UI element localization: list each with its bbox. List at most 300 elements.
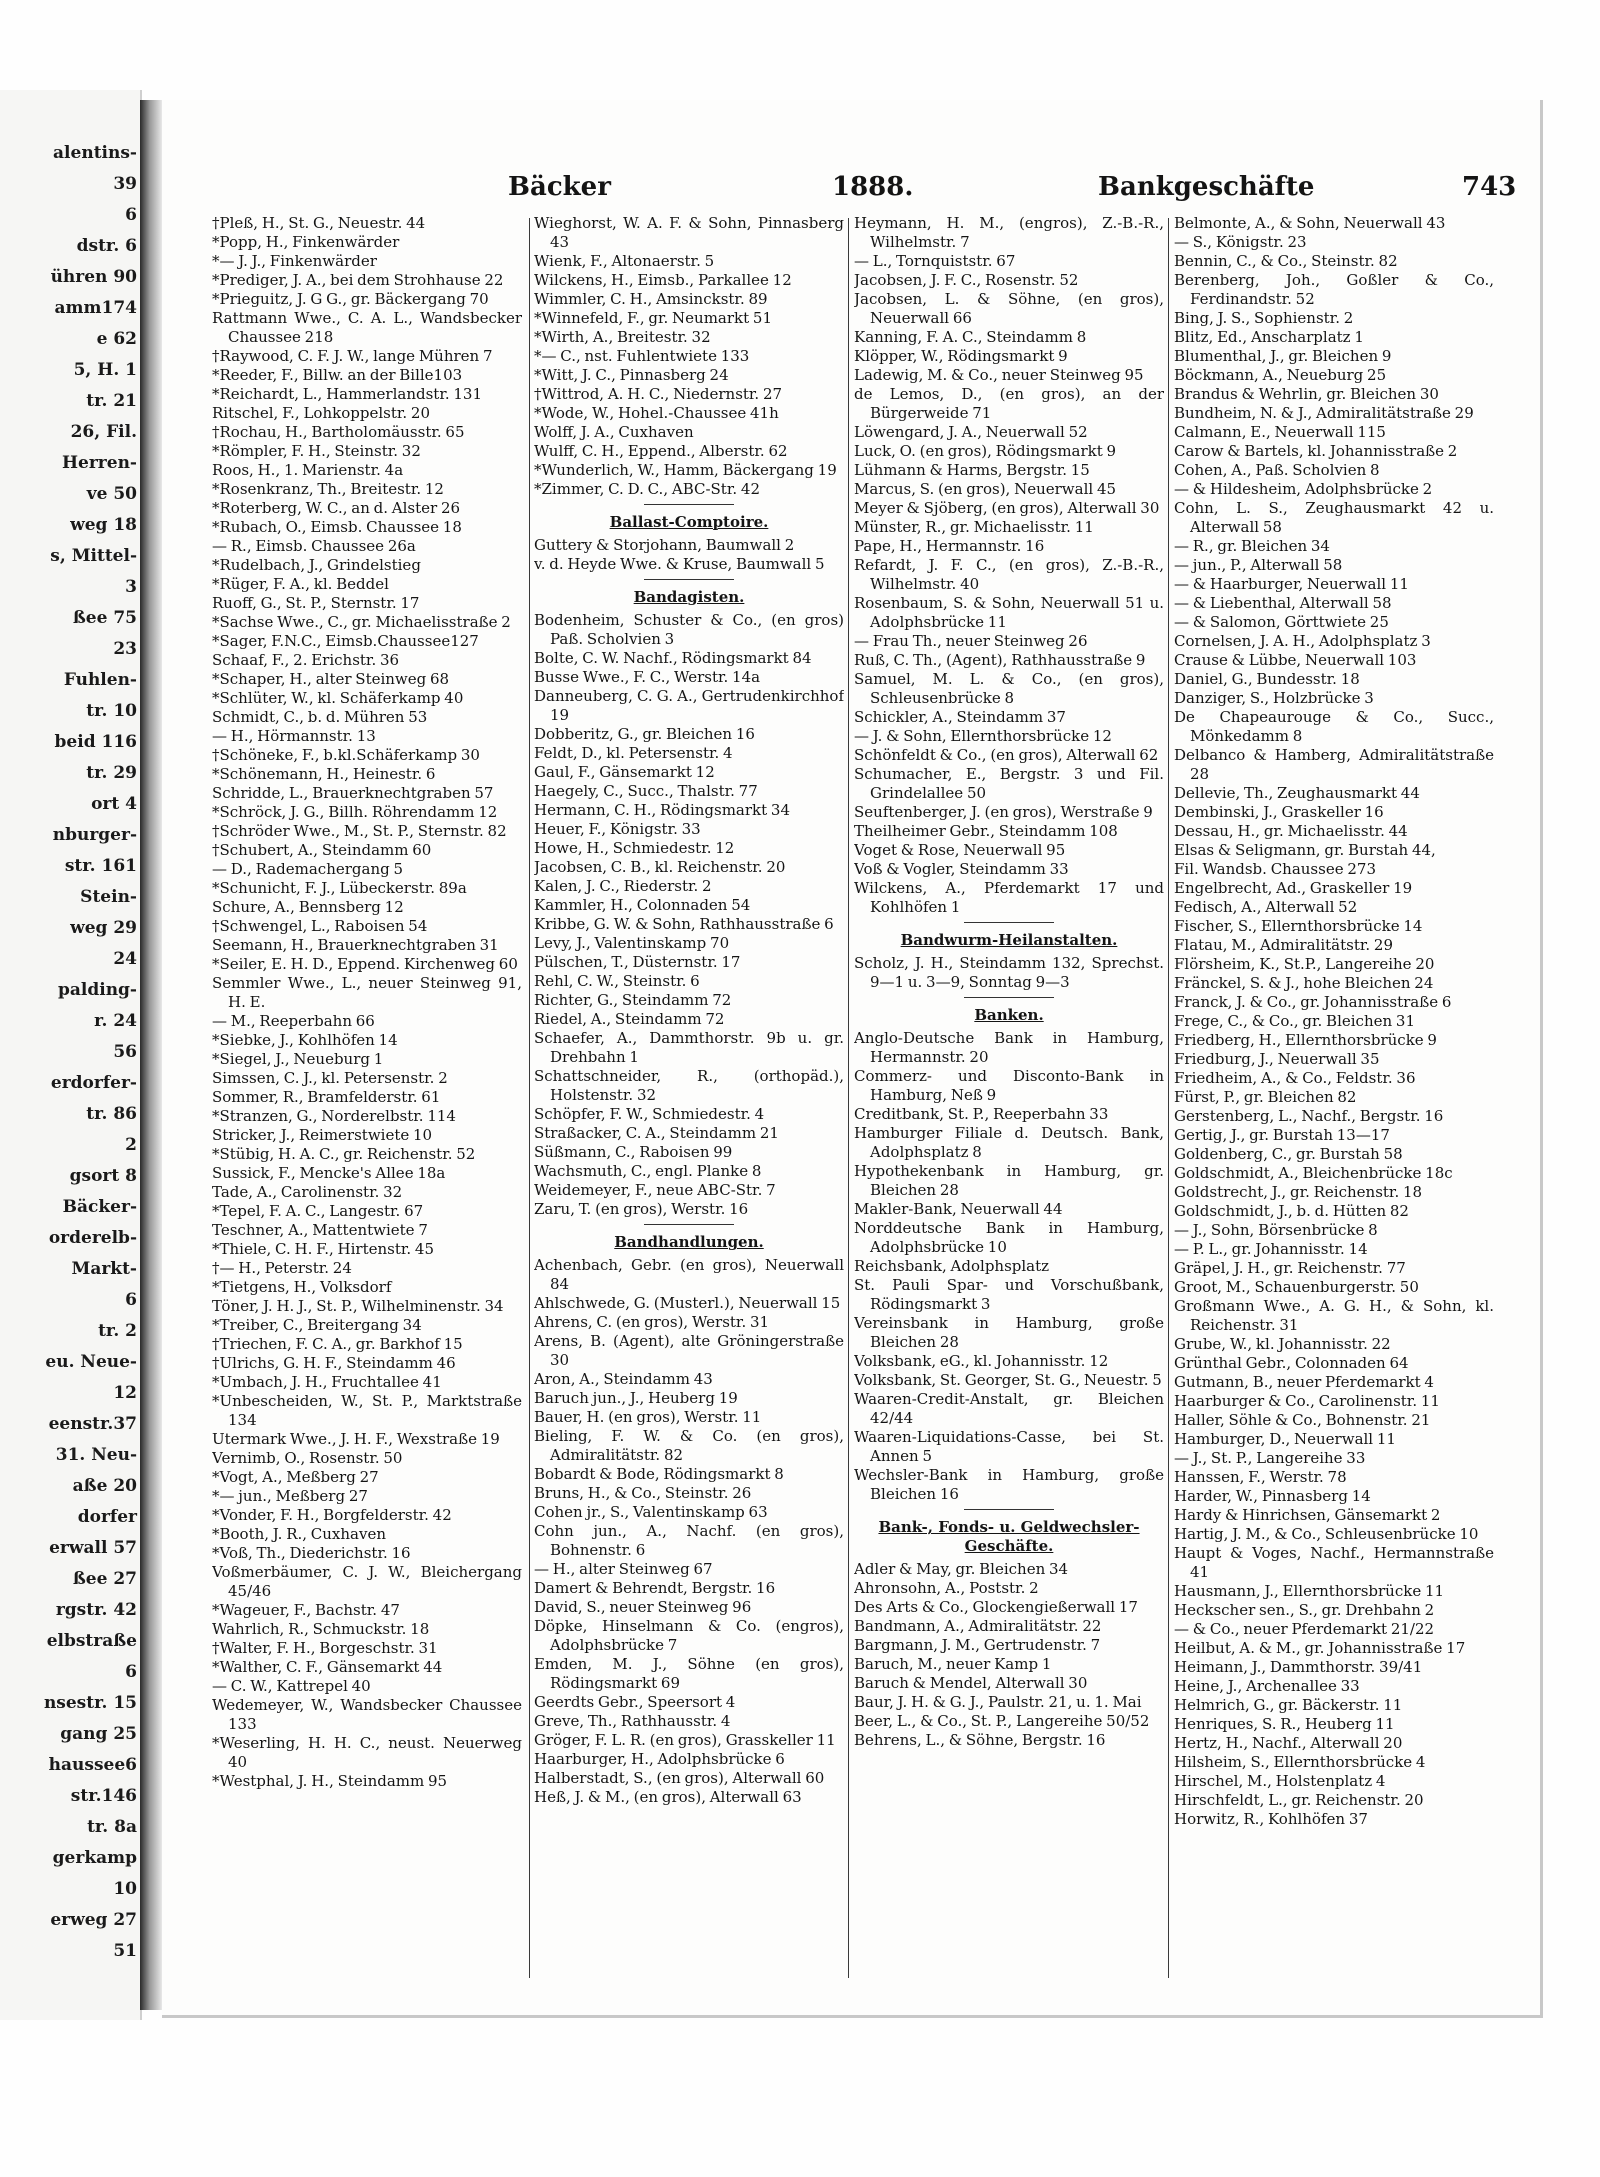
left-page-fragment: ühren 90	[50, 267, 137, 287]
directory-entry: Busse Wwe., F. C., Werstr. 14a	[534, 668, 761, 686]
directory-entry: Jacobsen, L. & Söhne, (en gros), Neuerwall 66	[854, 290, 1164, 327]
directory-entry: Cohen, A., Paß. Scholvien 8	[1174, 461, 1380, 479]
directory-entry: Carow & Bartels, kl. Johannisstraße 2	[1174, 442, 1458, 460]
directory-entry: Münster, R., gr. Michaelisstr. 11	[854, 518, 1094, 536]
directory-entry: Voßmerbäumer, C. J. W., Bleichergang 45/46	[212, 1563, 522, 1600]
directory-entry: — J., Sohn, Börsenbrücke 8	[1174, 1221, 1378, 1239]
left-page-fragment: r. 24	[94, 1011, 137, 1031]
directory-entry: Süßmann, C., Raboisen 99	[534, 1143, 733, 1161]
directory-entry: Calmann, E., Neuerwall 115	[1174, 423, 1386, 441]
directory-entry: *Rüger, F. A., kl. Beddel	[212, 575, 389, 593]
left-page-fragment: tr. 8a	[87, 1817, 137, 1837]
directory-entry: Seuftenberger, J. (en gros), Werstraße 9	[854, 803, 1153, 821]
directory-entry: *Prieguitz, J. G G., gr. Bäckergang 70	[212, 290, 489, 308]
directory-entry: Aron, A., Steindamm 43	[534, 1370, 713, 1388]
directory-entry: Halberstadt, S., (en gros), Alterwall 60	[534, 1769, 825, 1787]
directory-entry: Franck, J. & Co., gr. Johannisstraße 6	[1174, 993, 1452, 1011]
left-page-fragment: beid 116	[54, 732, 137, 752]
directory-entry: David, S., neuer Steinweg 96	[534, 1598, 752, 1616]
directory-entry: Hirschfeldt, L., gr. Reichenstr. 20	[1174, 1791, 1424, 1809]
left-page-fragment: ßee 75	[72, 608, 137, 628]
directory-entry: Goldschmidt, J., b. d. Hütten 82	[1174, 1202, 1409, 1220]
directory-entry: Hirschel, M., Holstenplatz 4	[1174, 1772, 1386, 1790]
directory-entry: — jun., P., Alterwall 58	[1174, 556, 1343, 574]
directory-entry: Wedemeyer, W., Wandsbecker Chaussee 133	[212, 1696, 522, 1733]
directory-entry: Hanssen, F., Werstr. 78	[1174, 1468, 1347, 1486]
directory-entry: Rattmann Wwe., C. A. L., Wandsbecker Chaussee 218	[212, 309, 522, 346]
left-page-fragment: Fuhlen-	[63, 670, 137, 690]
left-page-fragment: eu. Neue-	[45, 1352, 137, 1372]
directory-entry: Danziger, S., Holzbrücke 3	[1174, 689, 1374, 707]
section-heading: Bandhandlungen.	[614, 1233, 764, 1251]
book-spine	[140, 100, 162, 2010]
left-page-fragment: 6	[125, 1662, 137, 1682]
directory-entry: *Vogt, A., Meßberg 27	[212, 1468, 379, 1486]
directory-entry: Wolff, J. A., Cuxhaven	[534, 423, 694, 441]
directory-entry: Horwitz, R., Kohlhöfen 37	[1174, 1810, 1368, 1828]
directory-entry: *Stübig, H. A. C., gr. Reichenstr. 52	[212, 1145, 476, 1163]
directory-entry: *Wode, W., Hohel.-Chaussee 41h	[534, 404, 779, 422]
directory-entry: Gerstenberg, L., Nachf., Bergstr. 16	[1174, 1107, 1444, 1125]
directory-entry: *Römpler, F. H., Steinstr. 32	[212, 442, 421, 460]
directory-entry: *Reeder, F., Billw. an der Bille103	[212, 366, 463, 384]
directory-entry: Riedel, A., Steindamm 72	[534, 1010, 725, 1028]
directory-entry: Luck, O. (en gros), Rödingsmarkt 9	[854, 442, 1117, 460]
left-page-fragment: 51	[113, 1941, 137, 1961]
directory-entry: *Popp, H., Finkenwärder	[212, 233, 400, 251]
directory-entry: Klöpper, W., Rödingsmarkt 9	[854, 347, 1068, 365]
directory-entry: Hertz, H., Nachf., Alterwall 20	[1174, 1734, 1403, 1752]
directory-entry: — H., alter Steinweg 67	[534, 1560, 713, 1578]
left-page-fragment: ve 50	[86, 484, 137, 504]
directory-entry: Semmler Wwe., L., neuer Steinweg 91, H. E.	[212, 974, 522, 1011]
directory-entry: Schridde, L., Brauerknechtgraben 57	[212, 784, 494, 802]
directory-entry: Bargmann, J. M., Gertrudenstr. 7	[854, 1636, 1101, 1654]
directory-entry: Roos, H., 1. Marienstr. 4a	[212, 461, 404, 479]
directory-entry: Waaren-Liquidations-Casse, bei St. Annen 5	[854, 1428, 1164, 1465]
section-heading: Banken.	[974, 1006, 1044, 1024]
directory-entry: Utermark Wwe., J. H. F., Wexstraße 19	[212, 1430, 500, 1448]
directory-entry: Bobardt & Bode, Rödingsmarkt 8	[534, 1465, 784, 1483]
left-page-fragment: 26, Fil.	[70, 422, 137, 442]
directory-entry: Fil. Wandsb. Chaussee 273	[1174, 860, 1376, 878]
directory-entry: *— C., nst. Fuhlentwiete 133	[534, 347, 750, 365]
directory-entry: Waaren-Credit-Anstalt, gr. Bleichen 42/44	[854, 1390, 1164, 1427]
directory-entry: *Thiele, C. H. F., Hirtenstr. 45	[212, 1240, 435, 1258]
left-page-fragment: nsestr. 15	[43, 1693, 137, 1713]
directory-entry: Hardy & Hinrichsen, Gänsemarkt 2	[1174, 1506, 1441, 1524]
directory-entry: Sommer, R., Bramfelderstr. 61	[212, 1088, 441, 1106]
directory-entry: Wahrlich, R., Schmuckstr. 18	[212, 1620, 430, 1638]
directory-entry: Hermann, C. H., Rödingsmarkt 34	[534, 801, 791, 819]
directory-entry: Rehl, C. W., Steinstr. 6	[534, 972, 700, 990]
directory-entry: Delbanco & Hamberg, Admiralitätstraße 28	[1174, 746, 1494, 783]
directory-entry: *Roterberg, W. C., an d. Alster 26	[212, 499, 461, 517]
directory-entry: Anglo-Deutsche Bank in Hamburg, Hermannstr. 20	[854, 1029, 1164, 1066]
directory-entry: — M., Reeperbahn 66	[212, 1012, 375, 1030]
directory-entry: Weidemeyer, F., neue ABC-Str. 7	[534, 1181, 776, 1199]
directory-entry: †Schröder Wwe., M., St. P., Sternstr. 82	[212, 822, 507, 840]
directory-entry: *Rosenkranz, Th., Breitestr. 12	[212, 480, 444, 498]
left-page-fragment: weg 29	[70, 918, 137, 938]
directory-entry: †Pleß, H., St. G., Neuestr. 44	[212, 214, 426, 232]
left-page-fragment: amm174	[54, 298, 137, 318]
directory-entry: Hamburger, D., Neuerwall 11	[1174, 1430, 1396, 1448]
directory-entry: Arens, B. (Agent), alte Gröningerstraße 30	[534, 1332, 844, 1369]
directory-entry: Daniel, G., Bundesstr. 18	[1174, 670, 1360, 688]
directory-entry: Dellevie, Th., Zeughausmarkt 44	[1174, 784, 1420, 802]
directory-entry: Meyer & Sjöberg, (en gros), Alterwall 30	[854, 499, 1160, 517]
directory-entry: Blitz, Ed., Anscharplatz 1	[1174, 328, 1364, 346]
left-page-fragment: Stein-	[80, 887, 137, 907]
left-page-fragment: 10	[113, 1879, 137, 1899]
left-page-fragment: str.146	[70, 1786, 137, 1806]
section-heading: Ballast-Comptoire.	[609, 513, 769, 531]
directory-entry: Greve, Th., Rathhausstr. 4	[534, 1712, 731, 1730]
left-page-fragment: 3	[125, 577, 137, 597]
directory-entry: Samuel, M. L. & Co., (en gros), Schleusenbrücke 8	[854, 670, 1164, 707]
left-page-fragment: Markt-	[71, 1259, 137, 1279]
directory-entry: Vernimb, O., Rosenstr. 50	[212, 1449, 403, 1467]
left-page-fragment: 56	[113, 1042, 137, 1062]
directory-entry: Howe, H., Schmiedestr. 12	[534, 839, 735, 857]
directory-entry: Wimmler, C. H., Amsinckstr. 89	[534, 290, 768, 308]
directory-entry: — & Hildesheim, Adolphsbrücke 2	[1174, 480, 1433, 498]
directory-entry: *Vonder, F. H., Borgfelderstr. 42	[212, 1506, 452, 1524]
directory-entry: Goldenberg, C., gr. Burstah 58	[1174, 1145, 1403, 1163]
directory-entry: *Schunicht, F. J., Lübeckerstr. 89a	[212, 879, 467, 897]
directory-entry: Heß, J. & M., (en gros), Alterwall 63	[534, 1788, 802, 1806]
directory-entry: — C. W., Kattrepel 40	[212, 1677, 371, 1695]
header-year: 1888.	[832, 172, 914, 202]
directory-entry: Voget & Rose, Neuerwall 95	[854, 841, 1066, 859]
directory-entry: Cohn jun., A., Nachf. (en gros), Bohnenstr. 6	[534, 1522, 844, 1559]
directory-entry: Fischer, S., Ellernthorsbrücke 14	[1174, 917, 1423, 935]
directory-entry: Kalen, J. C., Riederstr. 2	[534, 877, 712, 895]
directory-entry: Ahlschwede, G. (Musterl.), Neuerwall 15	[534, 1294, 841, 1312]
directory-entry: *Seiler, E. H. D., Eppend. Kirchenweg 60	[212, 955, 518, 973]
section-divider	[644, 1224, 734, 1225]
directory-entry: Creditbank, St. P., Reeperbahn 33	[854, 1105, 1109, 1123]
directory-entry: — S., Königstr. 23	[1174, 233, 1307, 251]
directory-entry: Belmonte, A., & Sohn, Neuerwall 43	[1174, 214, 1446, 232]
directory-entry: †Ulrichs, G. H. F., Steindamm 46	[212, 1354, 456, 1372]
directory-entry: — P. L., gr. Johannisstr. 14	[1174, 1240, 1368, 1258]
directory-entry: *Winnefeld, F., gr. Neumarkt 51	[534, 309, 773, 327]
left-page-fragment: eenstr.37	[48, 1414, 137, 1434]
directory-entry: Grube, W., kl. Johannisstr. 22	[1174, 1335, 1391, 1353]
section-heading: Bank-, Fonds- u. Geldwechsler-Geschäfte.	[878, 1518, 1140, 1555]
directory-entry: *Sachse Wwe., C., gr. Michaelisstraße 2	[212, 613, 511, 631]
left-page-fragment: elbstraße	[46, 1631, 137, 1651]
directory-entry: Ruoff, G., St. P., Sternstr. 17	[212, 594, 420, 612]
directory-entry: Commerz- und Disconto-Bank in Hamburg, Neß 9	[854, 1067, 1164, 1104]
left-page-fragment: tr. 86	[86, 1104, 137, 1124]
directory-entry: Stricker, J., Reimerstwiete 10	[212, 1126, 433, 1144]
section-divider	[964, 1509, 1054, 1510]
left-page-fragment: erwall 57	[49, 1538, 137, 1558]
directory-entry: †Schubert, A., Steindamm 60	[212, 841, 432, 859]
directory-entry: Gutmann, B., neuer Pferdemarkt 4	[1174, 1373, 1434, 1391]
directory-entry: Reichsbank, Adolphsplatz	[854, 1257, 1050, 1275]
directory-entry: Henriques, S. R., Heuberg 11	[1174, 1715, 1395, 1733]
directory-entry: Damert & Behrendt, Bergstr. 16	[534, 1579, 776, 1597]
directory-entry: Geerdts Gebr., Speersort 4	[534, 1693, 736, 1711]
directory-entry: Heilbut, A. & M., gr. Johannisstraße 17	[1174, 1639, 1466, 1657]
directory-entry: Schumacher, E., Bergstr. 3 und Fil. Grindelallee 50	[854, 765, 1164, 802]
directory-entry: Goldstrecht, J., gr. Reichenstr. 18	[1174, 1183, 1423, 1201]
directory-entry: Heimann, J., Dammthorstr. 39/41	[1174, 1658, 1423, 1676]
directory-entry: *Sager, F.N.C., Eimsb.Chaussee127	[212, 632, 479, 650]
directory-column-1	[212, 214, 522, 1994]
directory-entry: — Frau Th., neuer Steinweg 26	[854, 632, 1088, 650]
directory-column-3	[854, 214, 1164, 1994]
directory-entry: †Rochau, H., Bartholomäusstr. 65	[212, 423, 465, 441]
directory-entry: — & Liebenthal, Alterwall 58	[1174, 594, 1392, 612]
directory-entry: †Schwengel, L., Raboisen 54	[212, 917, 428, 935]
directory-entry: Danneuberg, C. G. A., Gertrudenkirchhof 19	[534, 687, 844, 724]
directory-entry: — H., Hörmannstr. 13	[212, 727, 376, 745]
directory-entry: Schmidt, C., b. d. Mühren 53	[212, 708, 428, 726]
directory-entry: — & Salomon, Görttwiete 25	[1174, 613, 1389, 631]
directory-entry: *Walther, C. F., Gänsemarkt 44	[212, 1658, 443, 1676]
directory-entry: Wienk, F., Altonaerstr. 5	[534, 252, 715, 270]
directory-entry: Baruch & Mendel, Alterwall 30	[854, 1674, 1088, 1692]
directory-entry: Hypothekenbank in Hamburg, gr. Bleichen 28	[854, 1162, 1164, 1199]
left-page-fragment: 2	[125, 1135, 137, 1155]
directory-entry: *Booth, J. R., Cuxhaven	[212, 1525, 387, 1543]
directory-entry: Schaaf, F., 2. Erichstr. 36	[212, 651, 400, 669]
directory-entry: Seemann, H., Brauerknechtgraben 31	[212, 936, 499, 954]
directory-entry: Makler-Bank, Neuerwall 44	[854, 1200, 1063, 1218]
directory-entry: Rosenbaum, S. & Sohn, Neuerwall 51 u. Adolphsbrücke 11	[854, 594, 1164, 631]
directory-entry: *Weserling, H. H. C., neust. Neuerweg 40	[212, 1734, 522, 1771]
directory-entry: Schure, A., Bennsberg 12	[212, 898, 404, 916]
directory-entry: *Wunderlich, W., Hamm, Bäckergang 19	[534, 461, 837, 479]
directory-entry: Löwengard, J. A., Neuerwall 52	[854, 423, 1088, 441]
directory-entry: Cornelsen, J. A. H., Adolphsplatz 3	[1174, 632, 1431, 650]
directory-entry: †Raywood, C. F. J. W., lange Mühren 7	[212, 347, 493, 365]
left-page-fragment: gerkamp	[52, 1848, 137, 1868]
directory-entry: *Witt, J. C., Pinnasberg 24	[534, 366, 729, 384]
left-page-fragment: 6	[125, 1290, 137, 1310]
section-divider	[644, 579, 734, 580]
directory-entry: — L., Tornquiststr. 67	[854, 252, 1016, 270]
directory-entry: Bundheim, N. & J., Admiralitätstraße 29	[1174, 404, 1474, 422]
left-page-fragment: rgstr. 42	[55, 1600, 137, 1620]
section-divider	[644, 504, 734, 505]
directory-entry: Engelbrecht, Ad., Graskeller 19	[1174, 879, 1413, 897]
directory-entry: Jacobsen, J. F. C., Rosenstr. 52	[854, 271, 1079, 289]
left-page-fragment: tr. 21	[86, 391, 137, 411]
directory-column-4	[1174, 214, 1494, 1994]
left-page-fragment: 31. Neu-	[55, 1445, 137, 1465]
directory-entry: Heymann, H. M., (engros), Z.-B.-R., Wilhelmstr. 7	[854, 214, 1164, 251]
directory-entry: Döpke, Hinselmann & Co. (engros), Adolphsbrücke 7	[534, 1617, 844, 1654]
header-category-right: Bankgeschäfte	[1098, 172, 1315, 202]
directory-entry: Feldt, D., kl. Petersenstr. 4	[534, 744, 733, 762]
directory-entry: Sussick, F., Mencke's Allee 18a	[212, 1164, 446, 1182]
directory-entry: Flatau, M., Admiralitätstr. 29	[1174, 936, 1394, 954]
column-rule	[529, 218, 530, 1978]
directory-entry: *Tietgens, H., Volksdorf	[212, 1278, 392, 1296]
directory-entry: *Voß, Th., Diederichstr. 16	[212, 1544, 411, 1562]
directory-entry: *Umbach, J. H., Fruchtallee 41	[212, 1373, 442, 1391]
directory-entry: Schöpfer, F. W., Schmiedestr. 4	[534, 1105, 765, 1123]
directory-entry: Großmann Wwe., A. G. H., & Sohn, kl. Reichenstr. 31	[1174, 1297, 1494, 1334]
directory-entry: Haarburger & Co., Carolinenstr. 11	[1174, 1392, 1440, 1410]
directory-entry: — & Co., neuer Pferdemarkt 21/22	[1174, 1620, 1435, 1638]
directory-entry: Simssen, C. J., kl. Petersenstr. 2	[212, 1069, 448, 1087]
directory-entry: *Reichardt, L., Hammerlandstr. 131	[212, 385, 483, 403]
directory-entry: Töner, J. H. J., St. P., Wilhelminenstr. 34	[212, 1297, 504, 1315]
directory-entry: *Unbescheiden, W., St. P., Marktstraße 134	[212, 1392, 522, 1429]
directory-entry: — & Haarburger, Neuerwall 11	[1174, 575, 1409, 593]
column-rule	[1168, 218, 1169, 1978]
directory-entry: *Schlüter, W., kl. Schäferkamp 40	[212, 689, 464, 707]
directory-entry: — R., Eimsb. Chaussee 26a	[212, 537, 416, 555]
directory-entry: — D., Rademachergang 5	[212, 860, 404, 878]
directory-entry: Ladewig, M. & Co., neuer Steinweg 95	[854, 366, 1144, 384]
directory-page	[162, 100, 1543, 2018]
directory-entry: Behrens, L., & Söhne, Bergstr. 16	[854, 1731, 1106, 1749]
page-number: 743	[1462, 172, 1517, 202]
directory-entry: Schattschneider, R., (orthopäd.), Holstenstr. 32	[534, 1067, 844, 1104]
directory-entry: Dobberitz, G., gr. Bleichen 16	[534, 725, 755, 743]
directory-entry: Friedberg, H., Ellernthorsbrücke 9	[1174, 1031, 1437, 1049]
directory-entry: — R., gr. Bleichen 34	[1174, 537, 1330, 555]
directory-entry: Baur, J. H. & G. J., Paulstr. 21, u. 1. Mai	[854, 1693, 1142, 1711]
left-page-fragment: Herren-	[61, 453, 137, 473]
directory-entry: Haegely, C., Succ., Thalstr. 77	[534, 782, 758, 800]
directory-entry: Des Arts & Co., Glockengießerwall 17	[854, 1598, 1138, 1616]
directory-entry: Friedburg, J., Neuerwall 35	[1174, 1050, 1380, 1068]
directory-entry: Volksbank, eG., kl. Johannisstr. 12	[854, 1352, 1109, 1370]
directory-entry: Guttery & Storjohann, Baumwall 2	[534, 536, 795, 554]
directory-entry: Wulff, C. H., Eppend., Alberstr. 62	[534, 442, 788, 460]
directory-entry: Bieling, F. W. & Co. (en gros), Admiralitätstr. 82	[534, 1427, 844, 1464]
directory-entry: Achenbach, Gebr. (en gros), Neuerwall 84	[534, 1256, 844, 1293]
directory-entry: Schaefer, A., Dammthorstr. 9b u. gr. Drehbahn 1	[534, 1029, 844, 1066]
directory-entry: Beer, L., & Co., St. P., Langereihe 50/52	[854, 1712, 1150, 1730]
directory-entry: *Rudelbach, J., Grindelstieg	[212, 556, 421, 574]
directory-entry: Grünthal Gebr., Colonnaden 64	[1174, 1354, 1409, 1372]
directory-entry: de Lemos, D., (en gros), an der Bürgerweide 71	[854, 385, 1164, 422]
directory-entry: Heuer, F., Königstr. 33	[534, 820, 701, 838]
directory-entry: Ahrens, C. (en gros), Werstr. 31	[534, 1313, 770, 1331]
column-rule	[848, 218, 849, 1978]
directory-entry: Gröger, F. L. R. (en gros), Grasskeller 11	[534, 1731, 836, 1749]
directory-entry: Bing, J. S., Sophienstr. 2	[1174, 309, 1354, 327]
directory-entry: Norddeutsche Bank in Hamburg, Adolphsbrücke 10	[854, 1219, 1164, 1256]
directory-entry: St. Pauli Spar- und Vorschußbank, Rödingsmarkt 3	[854, 1276, 1164, 1313]
directory-entry: Bandmann, A., Admiralitätstr. 22	[854, 1617, 1102, 1635]
directory-entry: Jacobsen, C. B., kl. Reichenstr. 20	[534, 858, 786, 876]
left-page-fragment: aße 20	[72, 1476, 137, 1496]
left-page-fragment: ort 4	[91, 794, 137, 814]
directory-entry: Bruns, H., & Co., Steinstr. 26	[534, 1484, 752, 1502]
directory-entry: *Prediger, J. A., bei dem Strohhause 22	[212, 271, 504, 289]
directory-entry: Dessau, H., gr. Michaelisstr. 44	[1174, 822, 1408, 840]
left-page-fragment: str. 161	[64, 856, 137, 876]
directory-entry: Tade, A., Carolinenstr. 32	[212, 1183, 403, 1201]
section-heading: Bandagisten.	[633, 588, 745, 606]
left-page-fragment: s, Mittel-	[50, 546, 137, 566]
header-category: Bäcker	[508, 172, 611, 202]
left-facing-page	[0, 90, 142, 2020]
directory-entry: Elsas & Seligmann, gr. Burstah 44,	[1174, 841, 1436, 859]
directory-entry: *Schröck, J. G., Billh. Röhrendamm 12	[212, 803, 498, 821]
directory-entry: Levy, J., Valentinskamp 70	[534, 934, 730, 952]
directory-entry: — J. & Sohn, Ellernthorsbrücke 12	[854, 727, 1112, 745]
directory-entry: Bodenheim, Schuster & Co., (en gros) Paß. Scholvien 3	[534, 611, 844, 648]
directory-entry: *Zimmer, C. D. C., ABC-Str. 42	[534, 480, 760, 498]
directory-entry: *Schaper, H., alter Steinweg 68	[212, 670, 450, 688]
left-page-fragment: dstr. 6	[76, 236, 137, 256]
directory-entry: Bolte, C. W. Nachf., Rödingsmarkt 84	[534, 649, 812, 667]
left-page-fragment: ßee 27	[72, 1569, 137, 1589]
section-divider	[964, 922, 1054, 923]
left-page-fragment: dorfer	[77, 1507, 137, 1527]
directory-entry: Voß & Vogler, Steindamm 33	[854, 860, 1069, 878]
directory-entry: Fürst, P., gr. Bleichen 82	[1174, 1088, 1357, 1106]
directory-entry: Emden, M. J., Söhne (en gros), Rödingsmarkt 69	[534, 1655, 844, 1692]
directory-entry: *Siebke, J., Kohlhöfen 14	[212, 1031, 398, 1049]
directory-entry: Ritschel, F., Lohkoppelstr. 20	[212, 404, 430, 422]
directory-entry: Frege, C., & Co., gr. Bleichen 31	[1174, 1012, 1415, 1030]
directory-entry: *— jun., Meßberg 27	[212, 1487, 368, 1505]
directory-entry: Gertig, J., gr. Burstah 13—17	[1174, 1126, 1390, 1144]
directory-entry: Baruch jun., J., Heuberg 19	[534, 1389, 738, 1407]
directory-entry: Ahronsohn, A., Poststr. 2	[854, 1579, 1039, 1597]
directory-entry: Haupt & Voges, Nachf., Hermannstraße 41	[1174, 1544, 1494, 1581]
directory-entry: De Chapeaurouge & Co., Succ., Mönkedamm 8	[1174, 708, 1494, 745]
directory-entry: Hausmann, J., Ellernthorsbrücke 11	[1174, 1582, 1445, 1600]
left-page-fragment: orderelb-	[48, 1228, 137, 1248]
directory-entry: Fedisch, A., Alterwall 52	[1174, 898, 1358, 916]
directory-entry: *Wirth, A., Breitestr. 32	[534, 328, 711, 346]
directory-entry: Bennin, C., & Co., Steinstr. 82	[1174, 252, 1398, 270]
directory-entry: Volksbank, St. Georger, St. G., Neuestr. 5	[854, 1371, 1162, 1389]
directory-entry: Cohen jr., S., Valentinskamp 63	[534, 1503, 768, 1521]
left-page-fragment: 6	[125, 205, 137, 225]
directory-entry: Schickler, A., Steindamm 37	[854, 708, 1066, 726]
directory-entry: Haarburger, H., Adolphsbrücke 6	[534, 1750, 785, 1768]
directory-entry: Marcus, S. (en gros), Neuerwall 45	[854, 480, 1117, 498]
left-page-fragment: alentins-	[53, 143, 137, 163]
directory-entry: Böckmann, A., Neueburg 25	[1174, 366, 1387, 384]
left-page-fragment: tr. 10	[86, 701, 137, 721]
directory-entry: *— J. J., Finkenwärder	[212, 252, 377, 270]
directory-entry: Bauer, H. (en gros), Werstr. 11	[534, 1408, 762, 1426]
left-page-fragment: gsort 8	[69, 1166, 137, 1186]
directory-column-2	[534, 214, 844, 1994]
directory-entry: Straßacker, C. A., Steindamm 21	[534, 1124, 779, 1142]
directory-entry: *Westphal, J. H., Steindamm 95	[212, 1772, 448, 1790]
directory-entry: Flörsheim, K., St.P., Langereihe 20	[1174, 955, 1435, 973]
left-page-fragment: erweg 27	[50, 1910, 137, 1930]
directory-entry: Kribbe, G. W. & Sohn, Rathhausstraße 6	[534, 915, 834, 933]
directory-entry: Ruß, C. Th., (Agent), Rathhausstraße 9	[854, 651, 1146, 669]
directory-entry: Zaru, T. (en gros), Werstr. 16	[534, 1200, 749, 1218]
directory-entry: *Schönemann, H., Heinestr. 6	[212, 765, 436, 783]
directory-entry: Schönfeldt & Co., (en gros), Alterwall 62	[854, 746, 1159, 764]
directory-entry: Adler & May, gr. Bleichen 34	[854, 1560, 1069, 1578]
directory-entry: Richter, G., Steindamm 72	[534, 991, 732, 1009]
left-page-fragment: erdorfer-	[50, 1073, 137, 1093]
directory-entry: *Siegel, J., Neueburg 1	[212, 1050, 384, 1068]
directory-entry: Hilsheim, S., Ellernthorsbrücke 4	[1174, 1753, 1426, 1771]
